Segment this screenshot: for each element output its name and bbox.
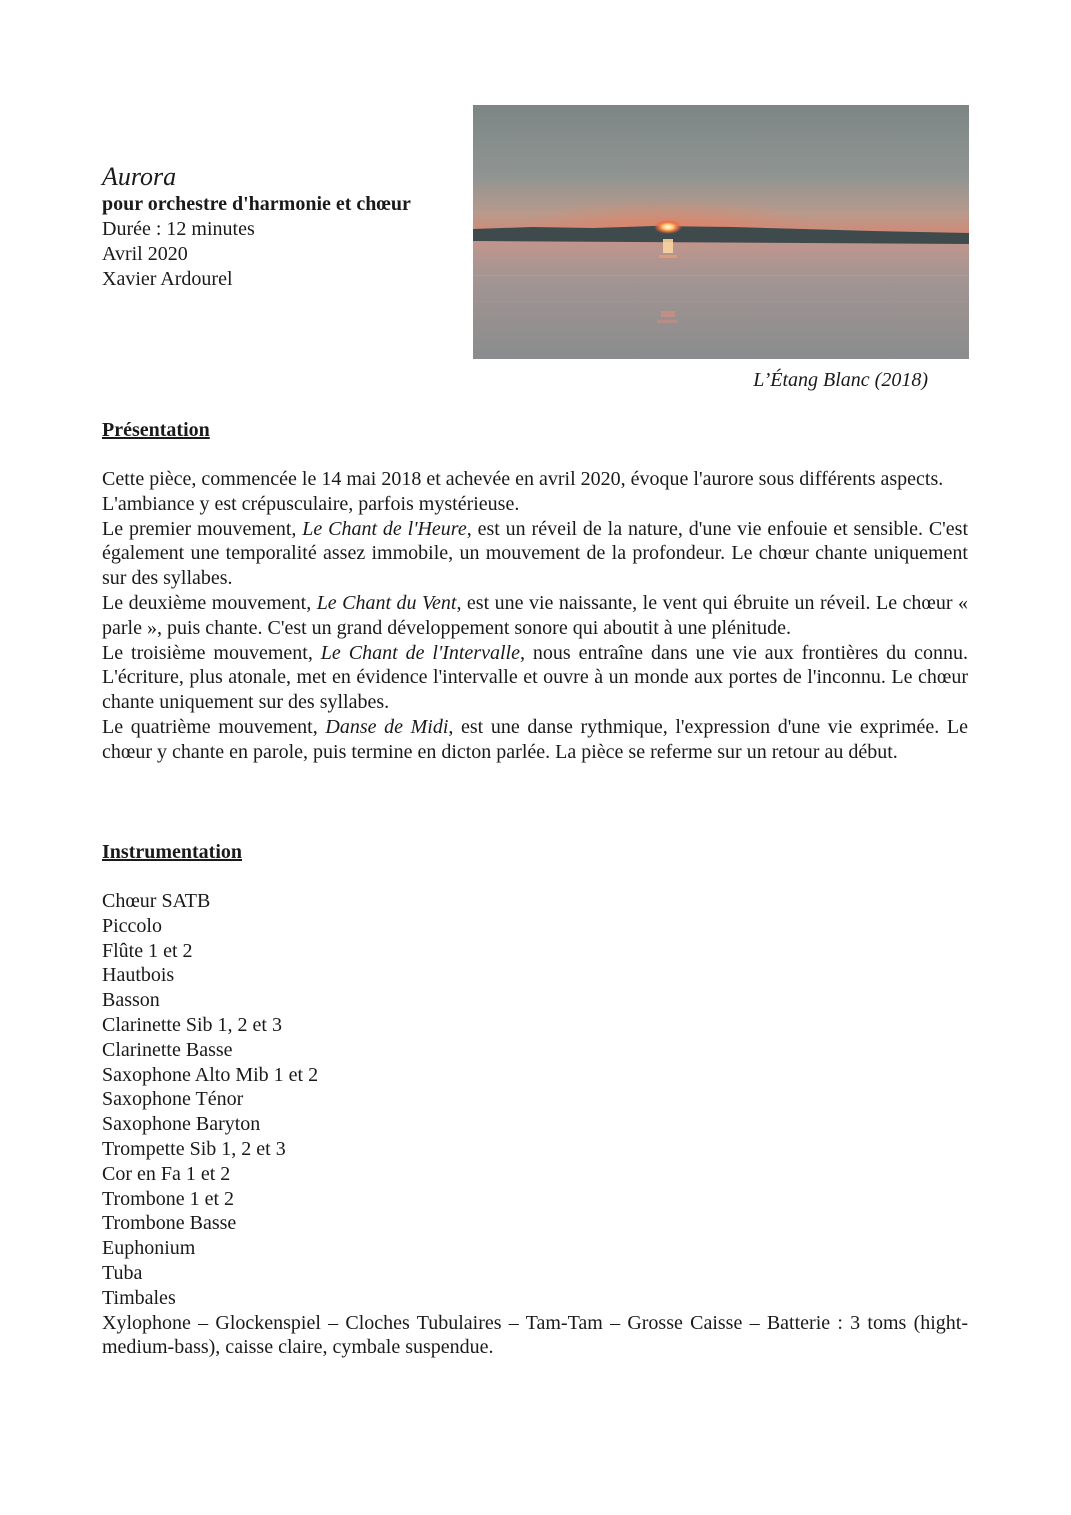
instrument-item: Hautbois (102, 964, 175, 987)
presentation-heading: Présentation (102, 419, 210, 441)
instrument-item: Saxophone Ténor (102, 1088, 244, 1111)
photo-caption: L’Étang Blanc (2018) (753, 369, 928, 391)
presentation-paragraph: Cette pièce, commencée le 14 mai 2018 et achevée en avril 2020, évoque l'aurore sous différents aspects. (102, 468, 944, 490)
instrument-item: Trompette Sib 1, 2 et 3 (102, 1137, 286, 1160)
presentation-paragraph: Le quatrième mouvement, Danse de Midi, est une danse rythmique, l'expression d'une vie exprimée. Le chœur y chante en parole, puis termine en dicton parlée. La pièce se referme sur un retour au début. (102, 715, 968, 763)
instrumentation-heading: Instrumentation (102, 841, 243, 863)
instrument-item: Tuba (102, 1261, 143, 1284)
instrument-item: Piccolo (102, 914, 162, 937)
presentation-body (102, 467, 968, 765)
instrument-list (102, 889, 968, 1360)
work-subtitle: pour orchestre d'harmonie et chœur (102, 193, 411, 215)
instrument-item: Euphonium (102, 1237, 196, 1260)
instrument-item: Timbales (102, 1286, 176, 1309)
presentation-paragraph: Le premier mouvement, Le Chant de l'Heure, est un réveil de la nature, d'une vie enfouie et sensible. C'est également une temporalité assez immobile, un mouvement de la profondeur. Le chœur chante uniquement sur des syllabes. (102, 517, 968, 590)
instrument-item: Clarinette Basse (102, 1038, 233, 1061)
movement-title: Le Chant du Vent (316, 591, 457, 614)
sunrise-photo (473, 105, 969, 359)
work-date: Avril 2020 (102, 242, 188, 265)
work-title: Aurora (102, 162, 177, 191)
instrument-item: Flûte 1 et 2 (102, 939, 193, 962)
instrument-item: Cor en Fa 1 et 2 (102, 1162, 231, 1185)
presentation-paragraph: L'ambiance y est crépusculaire, parfois mystérieuse. (102, 492, 520, 515)
instrument-item: Clarinette Sib 1, 2 et 3 (102, 1013, 282, 1036)
work-duration: Durée : 12 minutes (102, 218, 255, 240)
instrument-item: Basson (102, 989, 160, 1012)
work-header (102, 162, 462, 291)
instrument-item: Trombone 1 et 2 (102, 1187, 235, 1210)
movement-title: Danse de Midi (325, 715, 449, 738)
instrument-item: Saxophone Baryton (102, 1113, 261, 1136)
instrument-item: Trombone Basse (102, 1212, 237, 1235)
movement-title: Le Chant de l'Intervalle (320, 641, 520, 664)
instrument-item: Saxophone Alto Mib 1 et 2 (102, 1063, 319, 1086)
instrument-item: Chœur SATB (102, 890, 211, 912)
instrument-item: Xylophone – Glockenspiel – Cloches Tubulaires – Tam-Tam – Grosse Caisse – Batterie : 3 toms (hight-medium-bass), caisse claire, cymbale suspendue. (102, 1311, 968, 1359)
movement-title: Le Chant de l'Heure (302, 517, 467, 540)
presentation-paragraph: Le deuxième mouvement, Le Chant du Vent, est une vie naissante, le vent qui ébruite un réveil. Le chœur « parle », puis chante. C'est un grand développement sonore qui aboutit à une plénitude. (102, 591, 969, 639)
work-composer: Xavier Ardourel (102, 267, 233, 290)
presentation-paragraph: Le troisième mouvement, Le Chant de l'Intervalle, nous entraîne dans une vie aux frontières du connu. L'écriture, plus atonale, met en évidence l'intervalle et ouvre à un monde aux portes de l'inconnu. Le chœur chante uniquement sur des syllabes. (102, 641, 968, 714)
